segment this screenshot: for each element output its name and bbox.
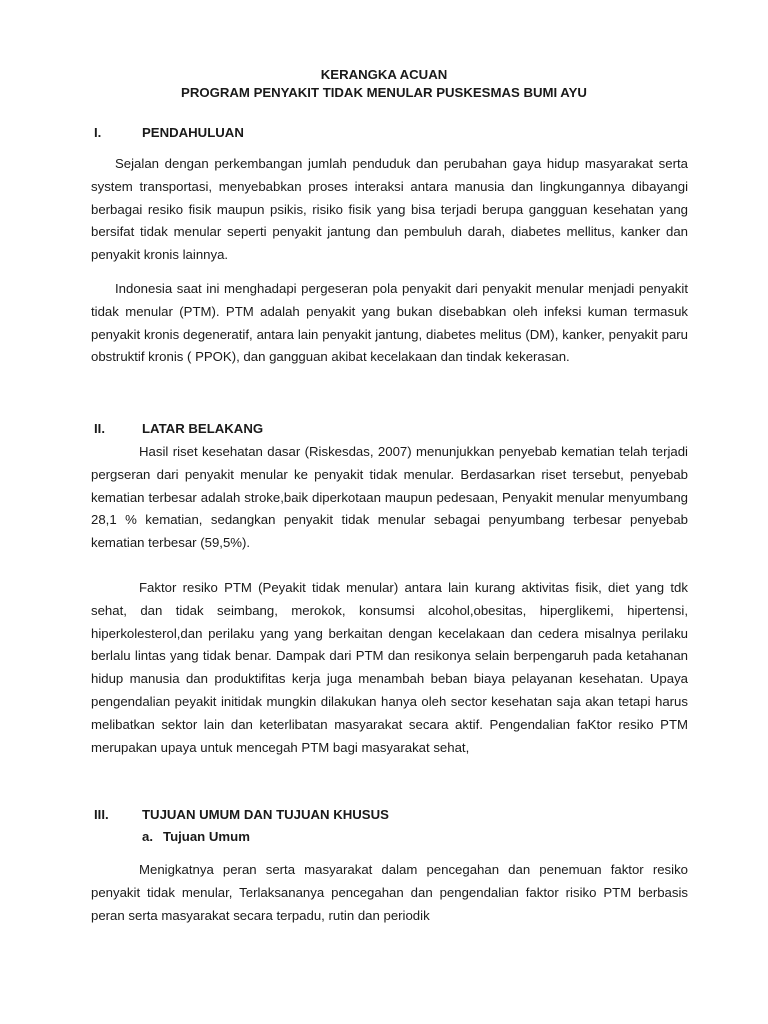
section1-number: I.	[94, 125, 102, 140]
section3-sub-title: Tujuan Umum	[163, 829, 250, 844]
section2-title: LATAR BELAKANG	[142, 421, 264, 436]
section1-title: PENDAHULUAN	[142, 125, 244, 140]
section2-number: II.	[94, 421, 105, 436]
section1-paragraph-2: Indonesia saat ini menghadapi pergeseran pola penyakit dari penyakit menular menjadi penyakit tidak menular (PTM). PTM adalah penyakit yang bukan disebabkan oleh infeksi kuman termasuk penyakit kronis degeneratif, antara lain penyakit jantung, diabetes melitus (DM), kanker, penyakit paru obstruktif kronis ( PPOK), dan gangguan akibat kecelakaan dan tindak kekerasan.	[91, 281, 688, 365]
section2-paragraph-1: Hasil riset kesehatan dasar (Riskesdas, 2007) menunjukkan penyebab kematian telah terjadi pergseran dari penyakit menular ke penyakit tidak menular. Berdasarkan riset tersebut, penyebab kematian terbesar adalah stroke,baik diperkotaan maupun pedesaan, Penyakit menular menyumbang 28,1 % kematian, sedangkan penyakit tidak menular sebagai penyumbang terbesar penyebab kematian terbesar (59,5%).	[91, 444, 688, 551]
doc-title-line1: KERANGKA ACUAN	[320, 67, 448, 82]
section3-sub-number: a.	[142, 829, 153, 844]
section3-title: TUJUAN UMUM DAN TUJUAN KHUSUS	[142, 807, 389, 822]
section3-number: III.	[94, 807, 109, 822]
section3-paragraph-1: Menigkatnya peran serta masyarakat dalam pencegahan dan penemuan faktor resiko penyakit tidak menular, Terlaksananya pencegahan dan pengendalian faktor risiko PTM berbasis peran serta masyarakat secara terpadu, rutin dan periodik	[91, 862, 688, 923]
section2-paragraph-2: Faktor resiko PTM (Peyakit tidak menular) antara lain kurang aktivitas fisik, diet yang tdk sehat, dan tidak seimbang, merokok, konsumsi alcohol,obesitas, hiperglikemi, hipertensi, hiperkolesterol,dan perilaku yang yang berkaitan dengan kecelakaan dan cedera misalnya perilaku berlalu lintas yang tidak benar. Dampak dari PTM dan resikonya selain berpengaruh pada ketahanan hidup manusia dan produktifitas kerja juga menambah beban biaya pelayanan kesehatan. Upaya pengendalian peyakit initidak mungkin dilakukan hanya oleh sector kesehatan saja akan tetapi harus melibatkan sektor lain dan keterlibatan masyarakat secara aktif. Pengendalian faKtor resiko PTM merupakan upaya untuk mencegah PTM bagi masyarakat sehat,	[91, 580, 688, 755]
section1-paragraph-1: Sejalan dengan perkembangan jumlah penduduk dan perubahan gaya hidup masyarakat serta system transportasi, menyebabkan proses interaksi antara manusia dan lingkungannya dibayangi berbagai resiko fisik maupun psikis, risiko fisik yang bisa terjadi berupa gangguan kesehatan yang bersifat tidak menular seperti penyakit jantung dan pembuluh darah, diabetes mellitus, kanker dan penyakit kronis lainnya.	[91, 156, 688, 263]
doc-title-line2: PROGRAM PENYAKIT TIDAK MENULAR PUSKESMAS BUMI AYU	[181, 85, 587, 100]
